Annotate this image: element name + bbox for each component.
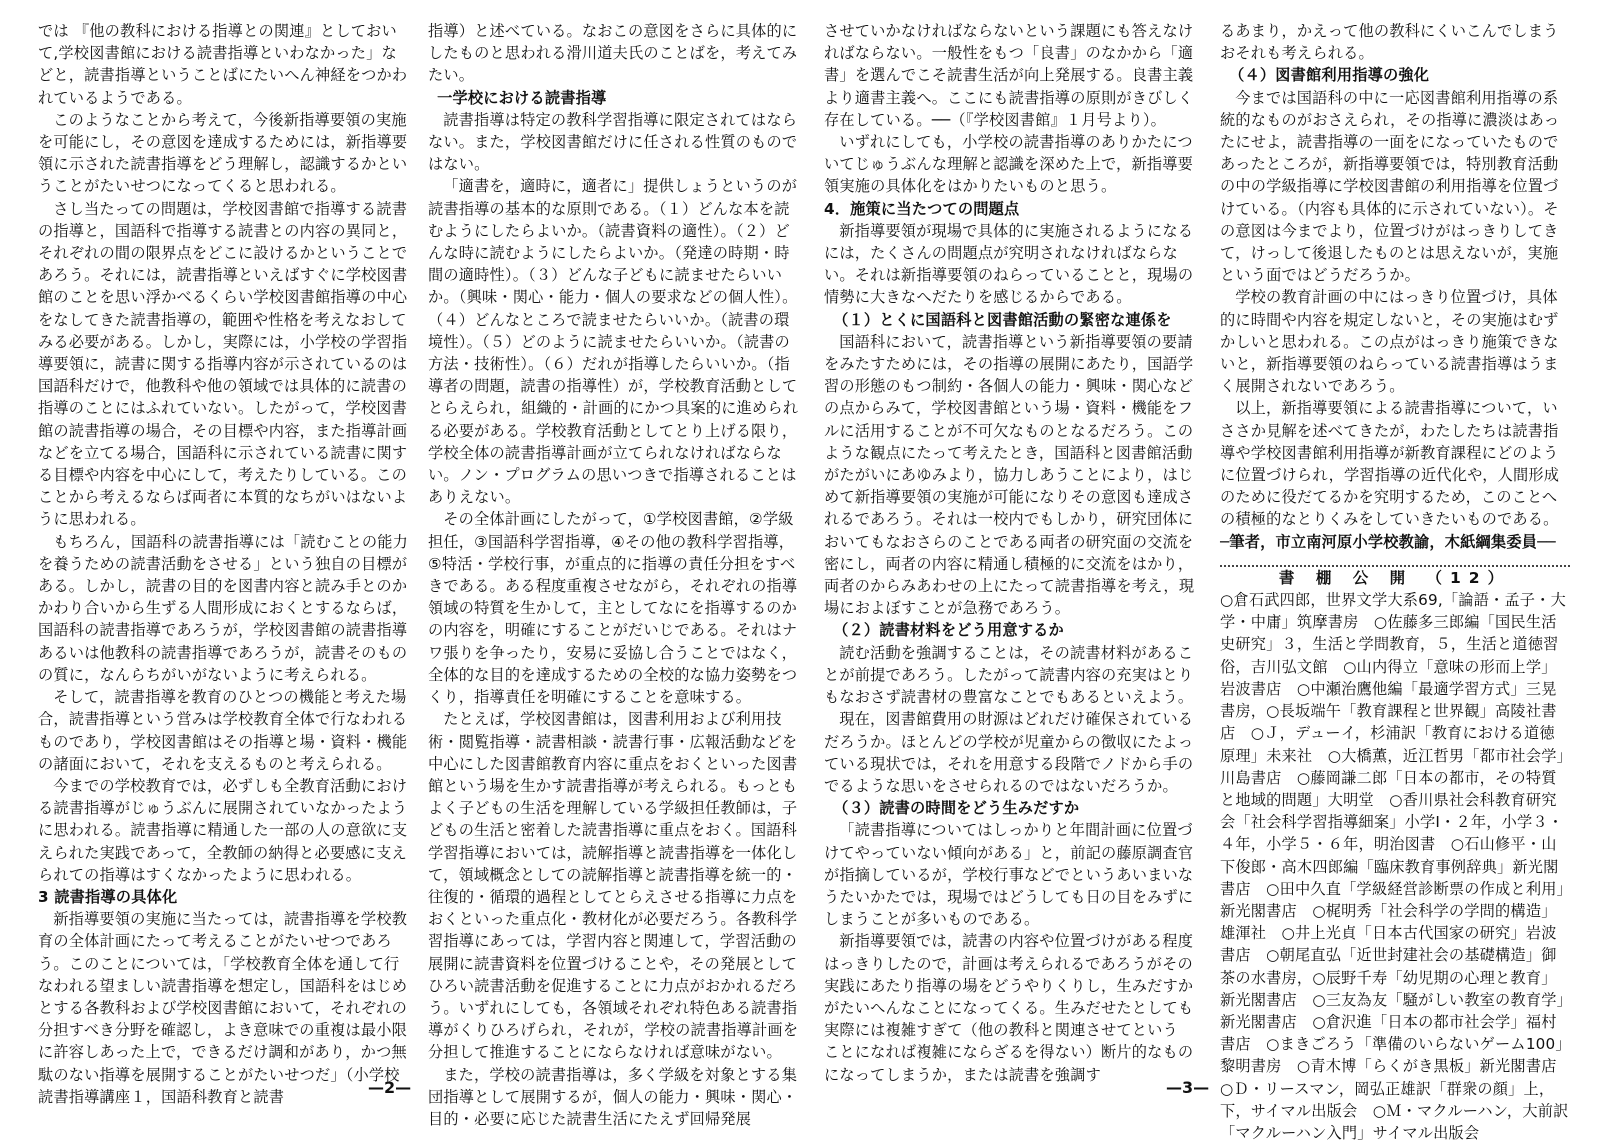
paragraph: たとえば，学校図書館は，図書利用および利用技術・閲覧指導・読書相談・読書行事・広報活動などを中心にした図書館教育内容に重点をおくといった図書館という場を生かす読書指導が考えられる。もっともよく子どもの生活を理解している学級担任教師は，子どもの生活と密着した読書指導に重点をおく。国語科学習指導においては，読解指導と読書指導を一体化して，領域概念としての読解指導と読書指導を統一的・往復的・循環的過程としてとらえさせる指導に力点をおくといった重点化・教材化が必要だろう。各教科学習指導にあっては，学習内容と関連して，学習活動の展開に読書資料を位置づけることや，その発展としてひろい読書活動を促進することに力点がおかれるだろう。いずれにしても，各領域それぞれ特色ある読書指導がくりひろげられ，それが，学校の読書指導計画を分担して推進することにならなければ意味がない。 xyxy=(428,710,799,1062)
paragraph: その全体計画にしたがって，①学校図書館，②学級担任，③国語科学習指導，④その他の教科学習指導，⑤特活・学校行事，が重点的に指導の責任分担をすべきである。ある程度重複させながら，それぞれの指導領域の特質を生かして，主としてなにを指導するのかの内容を，明確にすることがだいじである。それはナワ張りを争ったり，安易に妥協し合うことではなく，全体的な目的を達成するための全校的な協力姿勢をつくり，指導責任を明確にすることを意味する。 xyxy=(428,510,798,707)
paragraph: させていかなければならないという課題にも答えなければならない。一般性をもつ「良書」のなかから「適書」を選んでこそ読書生活が向上発展する。良書主義より適書主義へ。ここにも読書指導の原則がきびしく存在している。──（『学校図書館』１月号より）。 xyxy=(824,22,1194,129)
subheading: （３）読書の時間をどう生みだすか xyxy=(833,799,1080,818)
paragraph: 今までの学校教育では，必ずしも全教育活動における読書指導がじゅうぶんに展開されていなかったように思われる。読書指導に精通した一部の人の意欲に支えられた実践であって，全教師の納得と必要感に支えられての指導はすくなかったように思われる。 xyxy=(38,776,408,884)
paragraph: 今までは国語科の中に一応図書館利用指導の系統的なものがおさえられ，その指導に濃淡はあったにせよ，読書指導の一面をになっていたものであったところが，新指導要領では，特別教育活動の中の学級指導に学校図書館の利用指導を位置づけている。（内容も具体的に示されていない）。その意図は今までより，位置づけがはっきりしてきて，けっして後退したものとは思えないが，実施という面ではどうだろうか。 xyxy=(1220,88,1560,285)
column-3 xyxy=(824,20,1198,1084)
paragraph: そして，読書指導を教育のひとつの機能と考えた場合，読書指導という営みは学校教育全体で行なわれるものであり，学校図書館はその指導と場・資料・機能の諸面において，それを支えるものと考えられる。 xyxy=(38,688,408,773)
paragraph: 読む活動を強調することは，その読書材料があることが前提であろう。したがって読書内容の充実はとりもなおさず読書材の豊富なことでもあるといえよう。 xyxy=(824,643,1194,707)
subheading: （４）図書館利用指導の強化 xyxy=(1229,66,1430,85)
paragraph: 「読書指導についてはしっかりと年間計画に位置づけてやっていない傾向がある」と，前記の藤原調査官が指摘しているが，学校行事などでというあいまいなうたいかたでは，現場ではどうしても日の目をみずにしまうことが多いものである。 xyxy=(824,821,1194,929)
subheading: （２）読書材料をどう用意するか xyxy=(833,621,1064,640)
paragraph: 以上，新指導要領による読書指導について，いささか見解を述べてきたが，わたしたちは読書指導や学校図書館利用指導が新教育課程にどのように位置づけられ，学習指導の近代化や，人間形成のために役だてるかを究明するため，このことへの積極的なとりくみをしていきたいものである。 xyxy=(1220,399,1560,529)
page-number-right: —3— xyxy=(1166,1078,1210,1097)
paragraph: 「適書を，適時に，適者に」提供しょうというのが読書指導の基本的な原則である。（１）どんな本を読むようにしたらよいか。（読書資料の適性）。（２）どんな時に読むようにしたらよいか。（発達の時期・時間の適時性）。（３）どんな子どもに読ませたらいいか。（興味・関心・能力・個人の要求などの個人性）。（４）どんなところで読ませたらいいか。（読書の環境性）。（５）どのように読ませたらいいか。（読書の方法・技術性）。（６）だれが指導したらいいか。（指導者の問題，読書の指導性）が，学校教育活動としてとらえられ，組織的・計画的にかつ具案的に進められる必要がある。学校教育活動としてとり上げる限り，学校全体の読書指導計画が立てられなければならない。ノン・プログラムの思いつきで指導されることはありえない。 xyxy=(428,177,799,507)
paragraph: さし当たっての問題は，学校図書館で指導する読書の指導と，国語科で指導する読書との内容の異同と，それぞれの間の限界点をどこに設けるかということであろう。それには，読書指導といえばすぐに学校図書館のことを思い浮かべるくらい学校図書館指導の中心をなしてきた読書指導の，範囲や性格を考えなおしてみる必要がある。しかし，実際には，小学校の学習指導要領に，読書に関する指導内容が示されているのは国語科だけで，他教科や他の領域では具体的に読書の指導のことにはふれていない。したがって，学校図書館の読書指導の場合，その目標や内容，また指導計画などを立てる場合，国語科に示されている読書に関する目標や内容を中心にして，考えたりしている。このことから考えるならば両者に本質的なちがいはないように思われる。 xyxy=(38,199,408,529)
column-4 xyxy=(1220,20,1572,1142)
column-2 xyxy=(428,20,804,1128)
column-1 xyxy=(38,20,410,1106)
paragraph: 現在，図書館費用の財源はどれだけ確保されているだろうか。ほとんどの学校が児童からの徴収にたよっている現状では，それを用意する段階でノドから手のでるような思いをさせられるのではないだろうか。 xyxy=(824,710,1194,795)
paragraph: 指導）と述べている。なおこの意図をさらに具体的にしたものと思われる滑川道夫氏のことばを，考えてみたい。 xyxy=(428,22,798,85)
paragraph: いずれにしても，小学校の読書指導のありかたについてじゅうぶんな理解と認識を深めた上で，新指導要領実施の具体化をはかりたいものと思う。 xyxy=(824,133,1193,196)
paragraph: るあまり，かえって他の教科にくいこんでしまうおそれも考えられる。 xyxy=(1220,22,1559,63)
paragraph: 新指導要領が現場で具体的に実施されるようになるには，たくさんの問題点が究明されなければならない。それは新指導要領のねらっていることと，現場の情勢に大きなへだたりを感じるからである。 xyxy=(824,221,1194,307)
paragraph: このようなことから考えて，今後新指導要領の実施を可能にし，その意図を達成するためには，新指導要領に示された読書指導をどう理解し，認識するかということがたいせつになってくると思われる。 xyxy=(38,110,408,196)
paragraph: 学校の教育計画の中にはっきり位置づけ，具体的に時間や内容を規定しないと，その実施はむずかしいと思われる。この点がはっきり施策できないと，新指導要領のねらっている読書指導はうまく展開されないであろう。 xyxy=(1220,288,1559,396)
paragraph: 国語科において，読書指導という新指導要領の要請をみたすためには，その指導の展開にあたり，国語学習の形態のもつ制約・各個人の能力・興味・関心などの点からみて，学校図書館という場・資料・機能をフルに活用することが不可欠なものとなるだろう。このような観点にたって考えたとき，国語科と図書館活動がたがいにあゆみより，協力しあうことにより，はじめて新指導要領の実施が可能になりその意図も達成されるであろう。それは一校内でもしかり，研究団体においてもなおさらのことである両者の研究面の交流を密にし，両者の内容に精通し積極的に交流をはかり，両者のからみあわせの上にたって読書指導を考え，現場におよぼすことが急務であろう。 xyxy=(824,332,1195,618)
book-list: ○倉石武四郎，世界文学大系69,「論語・孟子・大学・中庸」筑摩書房 ○佐藤多三郎編「国民生活史研究」３，生活と学問教育，５，生活と道徳習俗，吉川弘文館 ○山内得立「意味の形而上学」岩波書店 ○中瀬治鷹他編「最適学習方式」三晃書房，○長坂端午「教育課程と世界観」高陵社書店 ○Ｊ，デューイ，杉浦訳「教育における道徳原理」未来社 ○大橋薫，近江哲男「都市社会学」川島書店 ○藤岡謙二郎「日本の都市，その特質と地域的問題」大明堂 ○香川県社会科教育研究会「社会科学習指導細案」小学Ⅰ・２年，小学３・４年，小学５・６年，明治図書 ○石山修平・山下俊郎・高木四郎編「臨床教育事例辞典」新光閣書店 ○田中久直「学級経営診断票の作成と利用」新光閣書店 ○梶明秀「社会科学の学問的構造」雄渾社 ○井上光貞「日本古代国家の研究」岩波書店 ○朝尾直弘「近世封建社会の基礎構造」御茶の水書房，○辰野千寿「幼児期の心理と教育」新光閣書店 ○三友為友「騒がしい教室の教育学」新光閣書店 ○倉沢進「日本の都市社会学」福村書店 ○まきごろう「準備のいらないゲーム100」黎明書房 ○青木博「らくがき黒板」新光閣書店 ○Ｄ・リースマン，岡弘正雄訳「群衆の顔」上，下，サイマル出版会 ○Ｍ・マクルーハン，大前訳「マクルーハン入門」サイマル出版会 xyxy=(1220,591,1572,1142)
paragraph: また，学校の読書指導は，多く学級を対象とする集団指導として展開するが，個人の能力・興味・関心・目的・必要に応じた読書生活にたえず回帰発展 xyxy=(428,1065,798,1128)
author-signature: ─筆者，市立南河原小学校教諭，木紙綱集委員── xyxy=(1220,532,1556,551)
bookshelf-section-title: 書 棚 公 開 （12） xyxy=(1278,568,1512,587)
page-number-left: —2— xyxy=(368,1078,412,1097)
subheading: 一学校における読書指導 xyxy=(437,88,607,107)
section-heading-4: 4．施策に当たつての問題点 xyxy=(824,199,1020,218)
subheading: （１）とくに国語科と図書館活動の緊密な連係を xyxy=(833,310,1172,329)
paragraph: では 『他の教科における指導との関連』としておいて,学校図書館における読書指導といわなかった」などと，読書指導ということばにたいへん神経をつかわれているようである。 xyxy=(38,22,408,107)
paragraph: もちろん，国語科の読書指導には「読むことの能力を養うための読書活動をさせる」という独自の目標がある。しかし，読書の目的を図書内容と読み手とのかかわり合いから生ずる人間形成におくとするならば，国語科の読書指導であろうが，学校図書館の読書指導あるいは他教科の読書指導であろうが，読書そのものの質に，なんらちがいがないように考えられる。 xyxy=(38,532,409,684)
paragraph: 読書指導は特定の教科学習指導に限定されてはならない。また，学校図書館だけに任される性質のものではない。 xyxy=(428,110,798,174)
paragraph: 新指導要領では，読書の内容や位置づけがある程度はっきりしたので，計画は考えられるであろうがその実践にあたり指導の場をどうやりくりし，生みだすかがたいへんなことになってくる。生みだせたとしても実際には複雑すぎて（他の教科と関連させてという ことになれば複雑にならざるを得ない）断片的なものになってしまうか，または読書を強調す xyxy=(824,932,1194,1084)
section-heading-3: 3 読書指導の具体化 xyxy=(38,887,178,906)
paragraph: 新指導要領の実施に当たっては，読書指導を学校教育の全体計画にたって考えることがたいせつであろう。このことについては，「学校教育全体を通して行なわれる望ましい読書指導を想定し，国語科をはじめとする各教科および学校図書館において，それぞれの分担すべき分野を確認し，よき意味での重複は最小限に許容しあった上で，できるだけ調和があり，かつ無駄のない指導を展開することがたいせつだ」（小学校読書指導講座１，国語科教育と読書 xyxy=(38,910,408,1106)
